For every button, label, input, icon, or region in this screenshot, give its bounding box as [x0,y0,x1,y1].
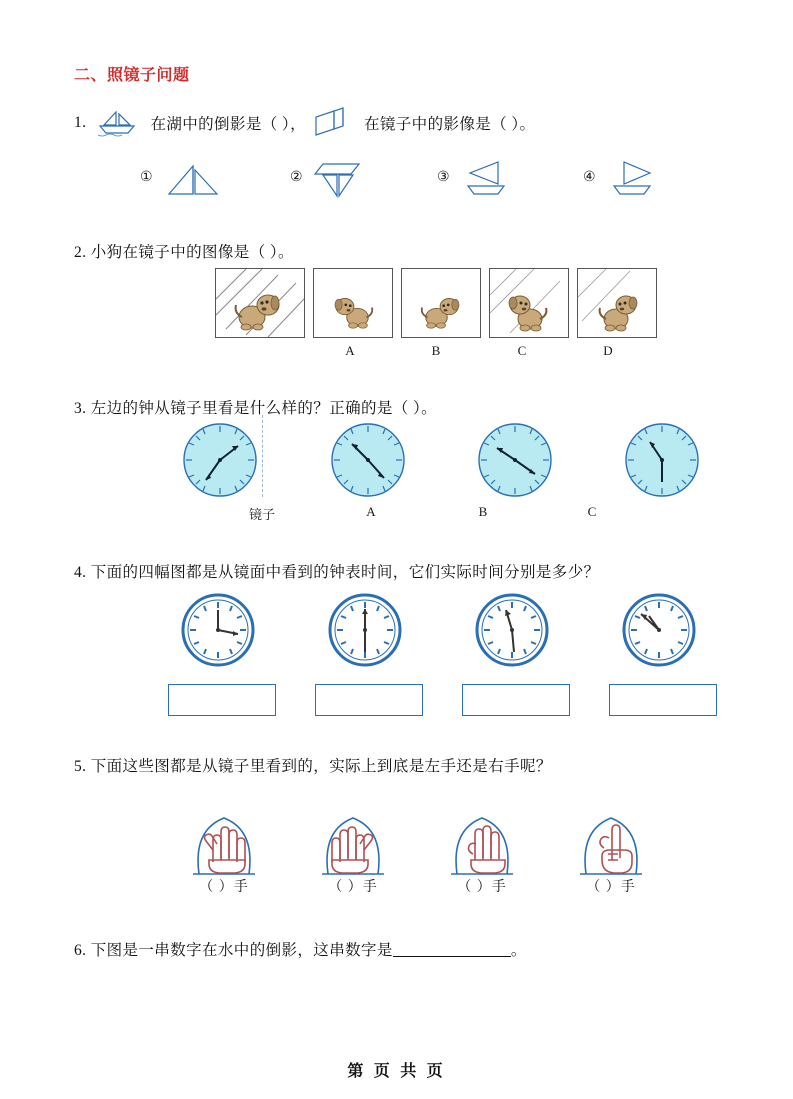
mirror-clock-4 [619,590,699,675]
dog-label-b: B [431,343,441,358]
question-1-options [140,152,680,206]
clock-caption-b: B [478,504,488,519]
question-4-answer-boxes [168,684,658,718]
question-2-text: 2. 小狗在镜子中的图像是（ ）。 [74,244,294,261]
question-2-labels [215,343,647,359]
dog-image-c[interactable] [489,268,569,338]
option-1-number: ① [140,169,153,185]
dog-label-a: A [345,343,355,358]
option-4-shape [600,152,672,202]
option-2-number: ② [290,169,303,185]
section-title: 二、照镜子问题 [74,67,190,84]
hand-label-3[interactable]: （ ）手 [457,880,507,895]
page-footer: 第 页 共 页 [347,1063,446,1080]
question-5-text: 5. 下面这些图都是从镜子里看到的，实际上到底是左手还是右手呢？ [74,758,552,775]
clock-caption-a: A [366,504,376,519]
option-3-shape [454,152,526,202]
option-2[interactable] [290,152,379,202]
clock-caption-c: C [587,504,597,519]
clock-option-b[interactable] [475,420,555,505]
hand-image-4 [555,788,667,885]
question-4-text: 4. 下面的四幅图都是从镜面中看到的钟表时间，它们实际时间分别是多少？ [74,564,600,581]
flag-icon [310,105,360,141]
question-5-labels [168,876,668,900]
mirror-clock-2 [325,590,405,675]
option-4-number: ④ [583,169,596,185]
hand-label-2[interactable]: （ ）手 [328,880,378,895]
question-6-text-after: 。 [510,942,527,959]
option-4[interactable] [583,152,672,202]
dog-image-b[interactable] [401,268,481,338]
hand-image-2 [297,788,409,885]
dog-image-a[interactable] [313,268,393,338]
dog-label-spacer [215,343,303,359]
question-1-text-b: 在镜子中的影像是（ ）。 [363,116,536,133]
question-3-text: 3. 左边的钟从镜子里看是什么样的？正确的是（ ）。 [74,400,438,417]
option-1[interactable] [140,152,229,202]
option-3[interactable] [437,152,526,202]
answer-box-1[interactable] [168,684,276,716]
mirror-clock-3 [472,590,552,675]
question-6-text [74,938,527,960]
dog-image-original [215,268,305,338]
hand-image-3 [426,788,538,885]
answer-box-4[interactable] [609,684,717,716]
dog-image-d[interactable] [577,268,657,338]
boat-icon [90,108,146,138]
question-6-blank[interactable] [393,941,511,957]
hand-label-4[interactable]: （ ）手 [586,880,636,895]
clock-option-a[interactable] [328,420,408,505]
question-1-number: 1. [74,114,87,131]
clock-caption-mirror: 镜子 [248,507,275,522]
question-3-clocks [180,420,650,500]
answer-box-3[interactable] [462,684,570,716]
answer-box-2[interactable] [315,684,423,716]
question-4-clocks [178,590,648,668]
question-1-text-a: 在湖中的倒影是（ ）， [150,116,306,133]
clock-mirror-source [180,420,260,505]
option-2-shape [307,152,379,202]
hand-label-1[interactable]: （ ）手 [199,880,249,895]
dog-label-c: C [517,343,527,358]
option-1-shape [157,152,229,202]
question-6-text-before: 6. 下图是一串数字在水中的倒影，这串数字是 [74,942,393,959]
clock-option-c[interactable] [622,420,702,505]
question-2-images [215,268,657,338]
hand-image-1 [168,788,280,885]
mirror-clock-1 [178,590,258,675]
question-1-text [74,105,535,141]
option-3-number: ③ [437,169,450,185]
question-5-images [168,788,668,883]
dog-label-d: D [603,343,613,358]
